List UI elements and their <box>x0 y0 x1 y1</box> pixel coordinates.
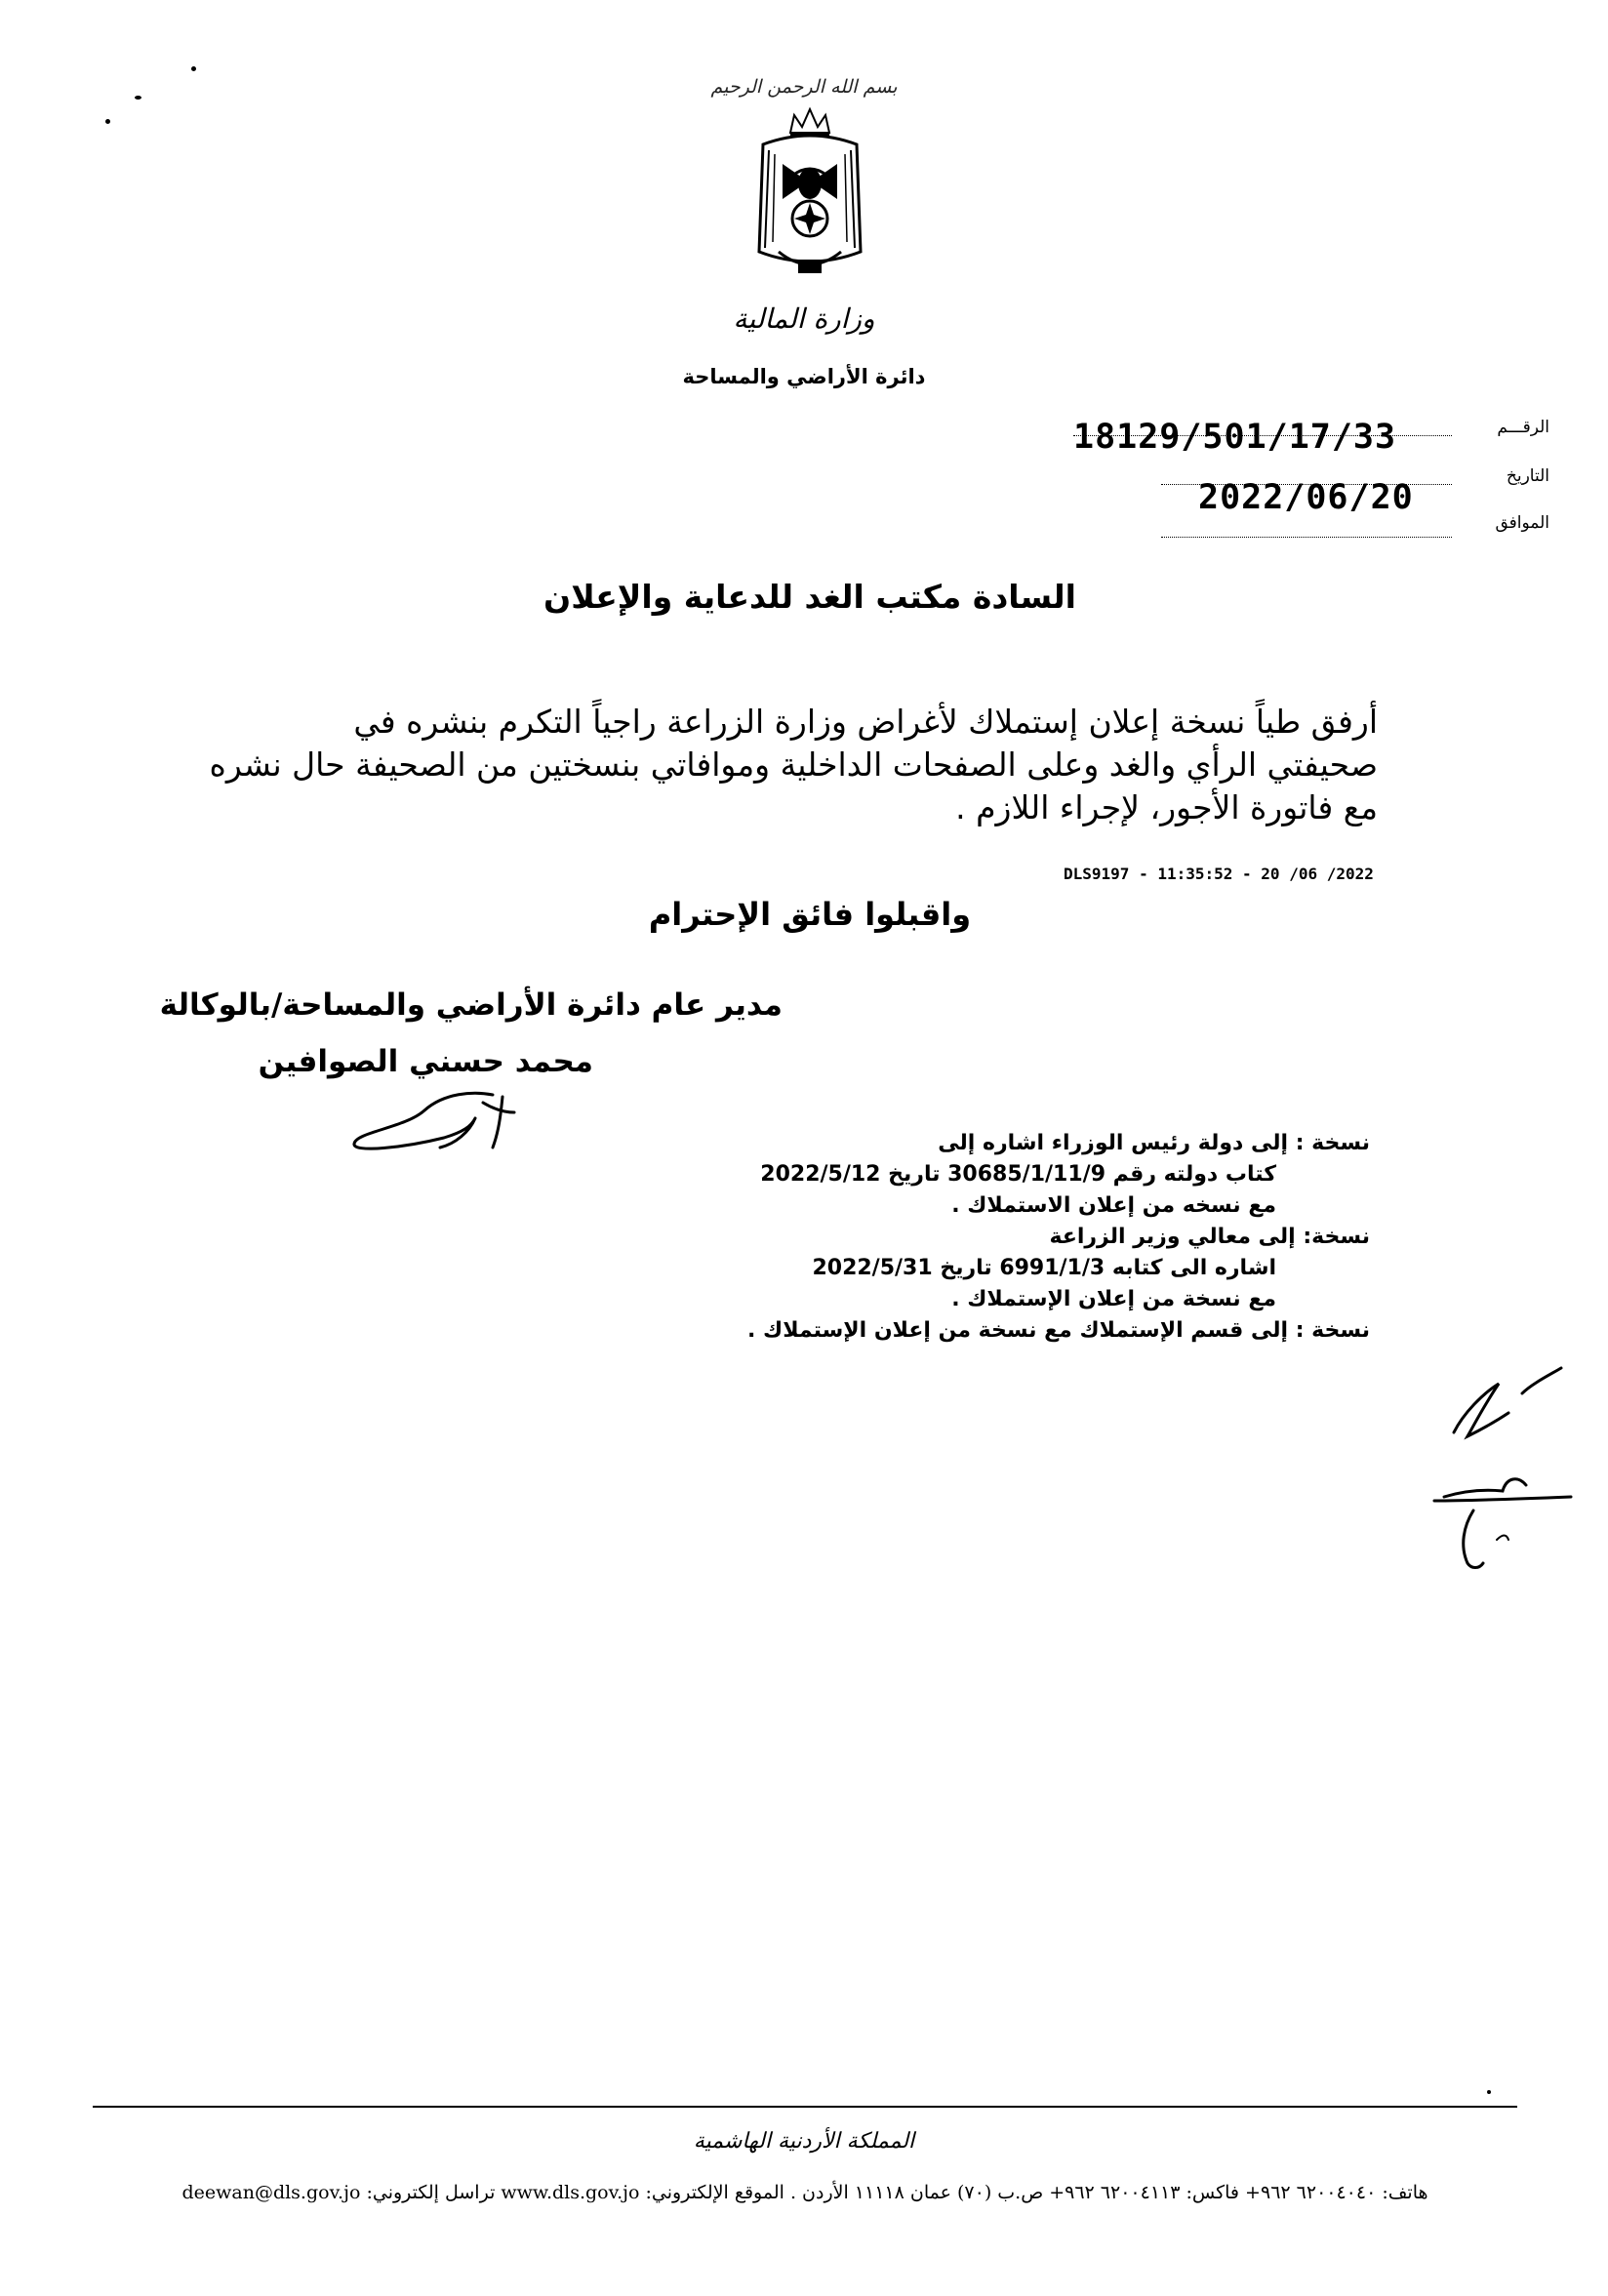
scan-speck <box>191 66 196 71</box>
addressee: السادة مكتب الغد للدعاية والإعلان <box>543 578 1076 616</box>
signatory-name: محمد حسني الصوافين <box>258 1044 593 1079</box>
copy-line: نسخة : إلى قسم الإستملاك مع نسخة من إعلان الإستملاك . <box>747 1318 1370 1343</box>
scan-speck <box>135 96 141 100</box>
department-name: دائرة الأراضي والمساحة <box>682 365 926 388</box>
signatory-title: مدير عام دائرة الأراضي والمساحة/بالوكالة <box>159 987 783 1023</box>
reference-number-label: الرقـــم <box>1497 418 1549 437</box>
footer-kingdom: المملكة الأردنية الهاشمية <box>693 2129 915 2154</box>
body-line: صحيفتي الرأي والغد وعلى الصفحات الداخلية وموافاتي بنسختين من الصحيفة حال نشره <box>209 745 1378 784</box>
copy-line: نسخة : إلى دولة رئيس الوزراء اشاره إلى <box>938 1131 1370 1155</box>
copy-line: كتاب دولته رقم 30685/1/11/9 تاريخ 2022/5/12 <box>760 1162 1276 1187</box>
system-timestamp: DLS9197 - 11:35:52 - 20 /06 /2022 <box>1064 865 1374 883</box>
copy-line: مع نسخه من إعلان الاستملاك . <box>951 1193 1276 1218</box>
reference-number-value: 18129/501/17/33 <box>1073 418 1397 457</box>
corresponding-date-line <box>1161 537 1452 538</box>
handwritten-initials-icon <box>1425 1354 1581 1589</box>
scan-speck <box>105 119 110 124</box>
body-line: أرفق طياً نسخة إعلان إستملاك لأغراض وزارة الزراعة راجياً التكرم بنشره في <box>353 703 1378 741</box>
date-value: 2022/06/20 <box>1198 478 1414 517</box>
footer-contact: هاتف: ٦٢٠٠٤٠٤٠ ٩٦٢+ فاكس: ٦٢٠٠٤١١٣ ٩٦٢+ ص.ب (٧٠) عمان ١١١١٨ الأردن . الموقع الإلكتروني: www.dls.gov.jo تراسل إلكتروني: deewan@dls.gov.jo <box>181 2182 1428 2203</box>
letter-body <box>178 701 1378 829</box>
copy-line: اشاره الى كتابه 6991/1/3 تاريخ 2022/5/31 <box>812 1256 1276 1280</box>
handwritten-signature-icon <box>346 1083 532 1156</box>
corresponding-date-label: الموافق <box>1495 513 1549 533</box>
basmala: بسم الله الرحمن الرحيم <box>710 76 898 98</box>
date-label: التاريخ <box>1506 466 1549 486</box>
closing-phrase: واقبلوا فائق الإحترام <box>648 896 972 933</box>
ministry-name: وزارة المالية <box>733 302 875 335</box>
scan-speck <box>1487 2090 1491 2094</box>
copy-line: مع نسخة من إعلان الإستملاك . <box>951 1287 1276 1311</box>
body-line: مع فاتورة الأجور، لإجراء اللازم . <box>955 788 1378 826</box>
footer-divider <box>93 2106 1517 2108</box>
jordan-coat-of-arms-icon <box>744 105 876 283</box>
copy-line: نسخة: إلى معالي وزير الزراعة <box>1049 1225 1370 1249</box>
copies-list <box>747 1128 1370 1347</box>
